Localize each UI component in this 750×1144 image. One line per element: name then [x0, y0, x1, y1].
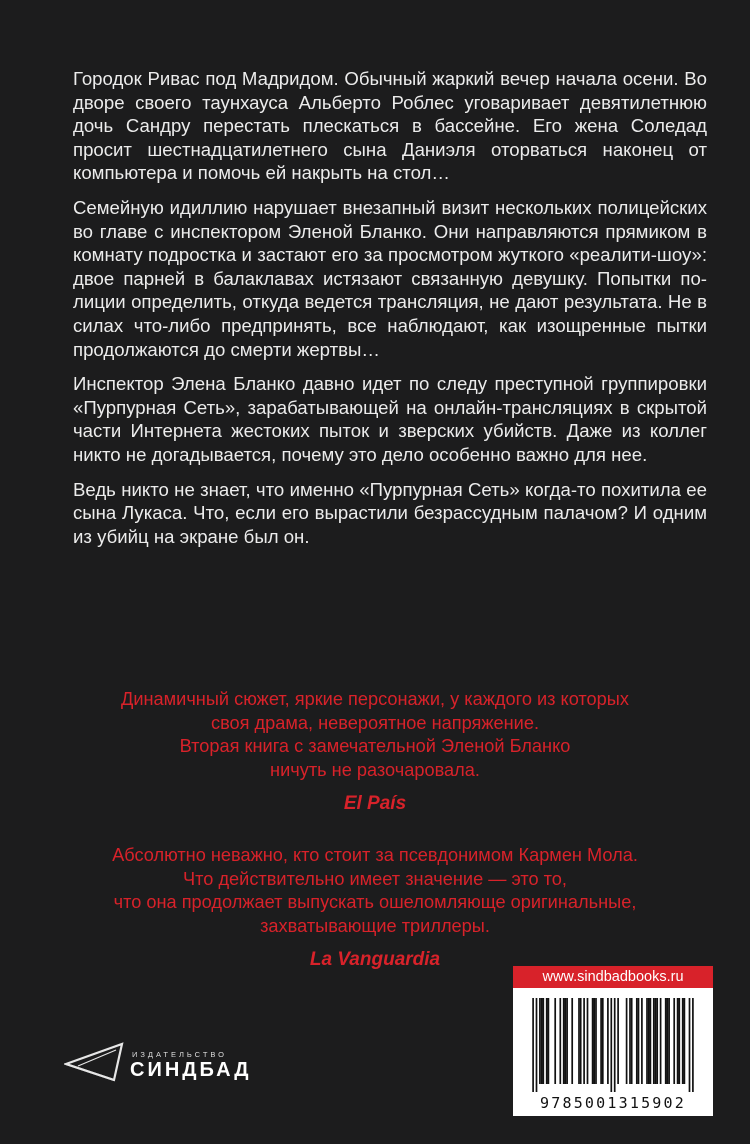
barcode-bar [583, 998, 585, 1084]
barcode-bar [636, 998, 638, 1084]
quote-line: захватывающие триллеры. [260, 915, 490, 936]
barcode-bar [692, 998, 694, 1092]
barcode-bar [565, 998, 567, 1084]
barcode-bar [684, 998, 686, 1084]
barcode-bar [554, 998, 556, 1084]
barcode-bar [677, 998, 679, 1084]
barcode-bar [665, 998, 667, 1084]
barcode-bar [646, 998, 648, 1084]
blurb-paragraph: Ведь никто не знает, что именно «Пурпурная Сеть» когда-то похитила ее сына Лукаса. Что, если его вырастили безрассудным палачом? И одним из убийц на экране был он. [73, 478, 707, 547]
quote-line: ничуть не разочаровала. [270, 759, 480, 780]
barcode-bar [595, 998, 597, 1084]
barcode-bar [563, 998, 565, 1084]
barcode-bar [542, 998, 544, 1084]
blurb-text [73, 67, 707, 559]
barcode-bar [541, 998, 543, 1084]
quote-text [60, 688, 690, 782]
blurb-paragraph: Семейную идиллию нарушает внезапный визит нескольких полицейских во главе с инспектором Эленой Бланко. Они направляются прямиком в комнату подростка и застают его за просмотром жуткого «реалити-шоу»: двое парней в балаклавах истязают связанную девушку. Попытки полиции определить, откуда ведется трансляция, не дают результата. Не в силах что-либо предпринять, все наблюдают, как изощренные пытки продолжаются до смерти жертвы… [73, 196, 707, 360]
website-url: www.sindbadbooks.ru [513, 966, 713, 988]
barcode-bar [689, 998, 691, 1092]
quote-line: Что действительно имеет значение — это то, [183, 868, 567, 889]
barcode-bar [631, 998, 633, 1084]
review-quote [60, 844, 690, 972]
blurb-paragraph: Инспектор Элена Бланко давно идет по следу преступной группировки «Пурпурная Сеть», зарабатывающей на онлайн-трансляциях в скрытой части Интернета жестоких пыток и зверских убийств. Даже из коллег никто не догадывается, почему это дело особенно важно для нее. [73, 373, 707, 465]
barcode-bar [678, 998, 680, 1084]
blurb-paragraph: Городок Ривас под Мадридом. Обычный жаркий вечер начала осени. Во дворе своего таунхауса Альберто Роблес уговаривает девятилетнюю дочь Сандру перестать плескаться в бассейне. Его жена Соледад просит шестнадцатилетнего сына Даниэля оторваться наконец от компьютера и помочь ей накрыть на стол… [73, 68, 707, 184]
barcode-bar [668, 998, 670, 1084]
barcode-bar [641, 998, 643, 1084]
quote-line: Абсолютно неважно, кто стоит за псевдонимом Кармен Мола. [112, 844, 638, 865]
barcode-bar [667, 998, 669, 1084]
quote-source: La Vanguardia [309, 949, 441, 971]
barcode-bar [655, 998, 657, 1084]
barcode-bar [532, 998, 534, 1092]
isbn-number: 9785001315902 [540, 1094, 686, 1112]
barcode-bar [548, 998, 550, 1084]
barcode-bar [587, 998, 589, 1084]
quote-line: своя драма, невероятное напряжение. [210, 712, 540, 733]
barcode-bar [682, 998, 684, 1084]
barcode-bar [653, 998, 655, 1084]
barcode-bar [592, 998, 594, 1084]
barcode-bar [600, 998, 602, 1084]
barcode-bar [648, 998, 650, 1084]
barcode-bar [593, 998, 595, 1084]
barcode-bar [660, 998, 662, 1084]
barcode-bar [559, 998, 561, 1084]
barcode-bar [580, 998, 582, 1084]
isbn-barcode [513, 988, 713, 1116]
barcode-bar [607, 998, 609, 1084]
sail-logo-icon [64, 1040, 126, 1084]
barcode-bar [656, 998, 658, 1084]
barcode-bar [629, 998, 631, 1084]
barcode-bar [617, 998, 619, 1084]
barcode-bar [566, 998, 568, 1084]
quote-line: Динамичный сюжет, яркие персонажи, у каждого из которых [121, 689, 629, 709]
review-quotes [60, 688, 690, 972]
quote-line: что она продолжает выпускать ошеломляюще оригинальные, [113, 892, 637, 913]
quote-line: Вторая книга с замечательной Эленой Бланко [179, 736, 571, 757]
barcode-bar [578, 998, 580, 1084]
barcode-bar [546, 998, 548, 1084]
barcode-bar [638, 998, 640, 1084]
barcode-bar [673, 998, 675, 1084]
barcode-bar [614, 998, 616, 1092]
barcode-bar [539, 998, 541, 1084]
publisher-name: СИНДБАД [130, 1059, 252, 1081]
barcode-bar [571, 998, 573, 1084]
publisher-subtitle: ИЗДАТЕЛЬСТВО [132, 1050, 228, 1059]
review-quote [60, 688, 690, 816]
barcode-bar [536, 998, 538, 1092]
barcode-bar [650, 998, 652, 1084]
barcode-bar [626, 998, 628, 1084]
barcode-bar [610, 998, 612, 1092]
quote-text [60, 844, 690, 938]
publisher-logo [64, 1036, 284, 1086]
quote-source: El País [343, 793, 407, 815]
barcode-bars [513, 988, 713, 1092]
barcode-bar [602, 998, 604, 1084]
